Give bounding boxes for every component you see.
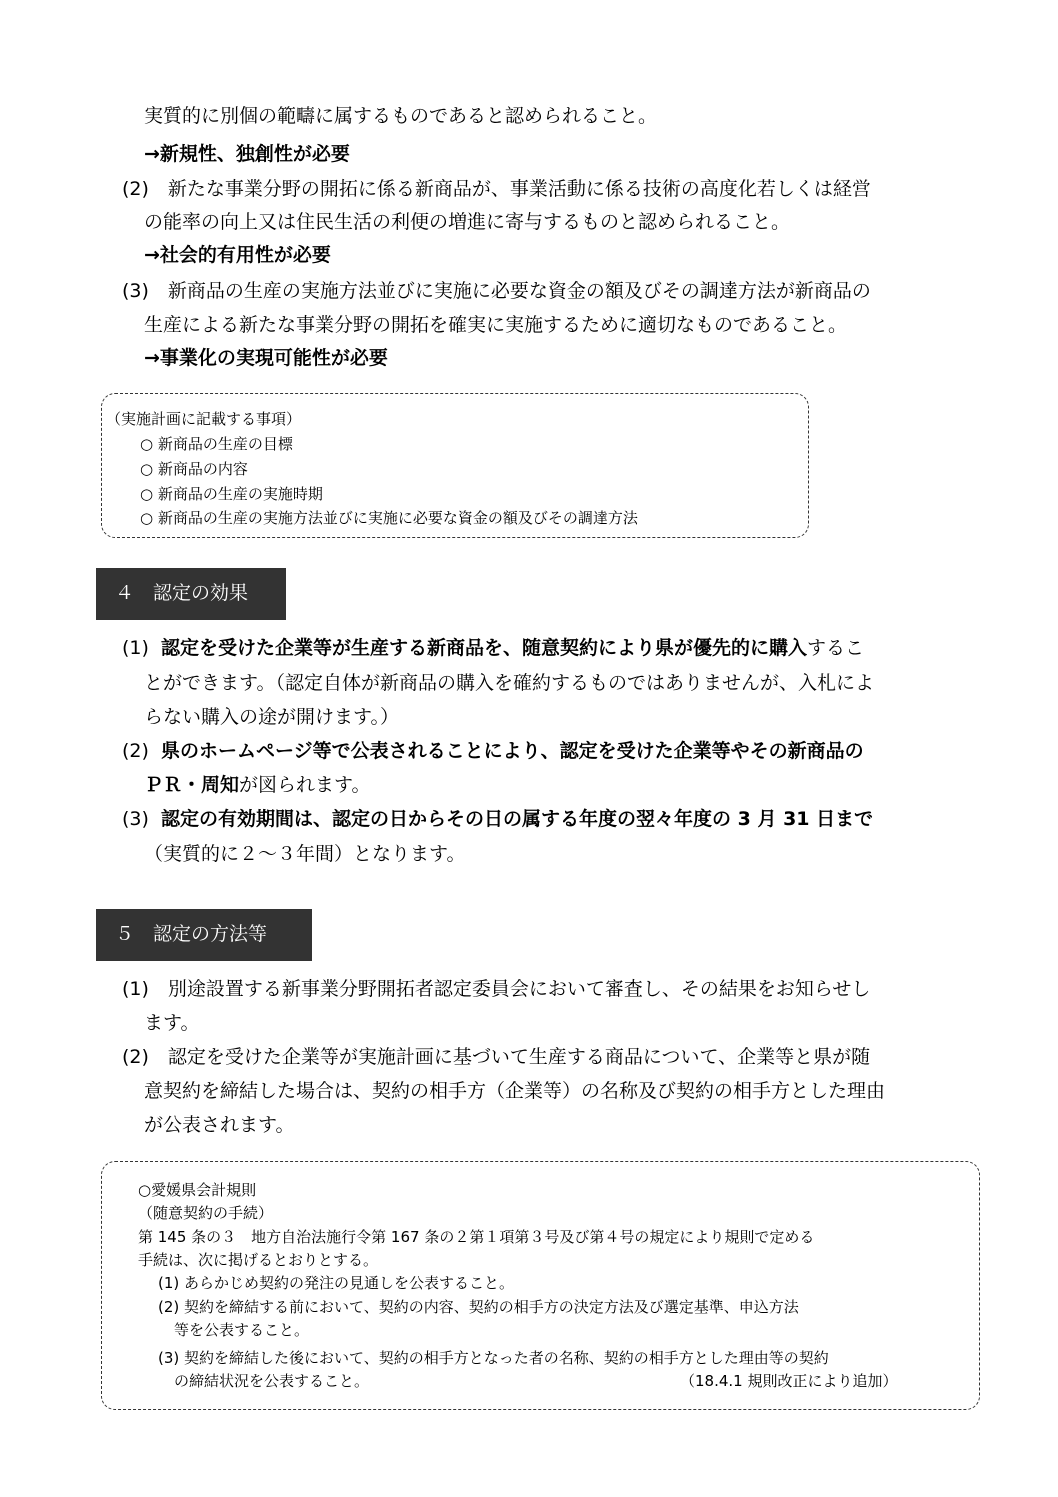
criteria-2-line-1: (2) 新たな事業分野の開拓に係る新商品が、事業活動に係る技術の高度化若しくは経営	[122, 178, 871, 200]
plan-item: ○ 新商品の内容	[140, 460, 248, 478]
section-5-heading	[96, 909, 312, 961]
criteria-line-1: 実質的に別個の範疇に属するものであると認められること。	[144, 105, 658, 127]
method-1-line-1: (1) 別途設置する新事業分野開拓者認定委員会において審査し、その結果をお知らせし	[122, 978, 871, 1000]
rules-item-1: (1) あらかじめ契約の発注の見通しを公表すること。	[158, 1274, 515, 1292]
effect-2-pr-bold: ＰＲ・周知	[144, 774, 240, 796]
effect-3-line-1	[122, 807, 873, 831]
section-4-heading	[96, 568, 286, 620]
plan-item: ○ 新商品の生産の実施方法並びに実施に必要な資金の額及びその調達方法	[140, 509, 638, 527]
criteria-3-line-2: 生産による新たな事業分野の開拓を確実に実施するために適切なものであること。	[144, 314, 848, 336]
method-1-line-2: ます。	[144, 1012, 200, 1034]
effect-1-line-3: らない購入の途が開けます。）	[144, 706, 399, 728]
criteria-2-line-2: の能率の向上又は住民生活の利便の増進に寄与するものと認められること。	[144, 211, 791, 233]
rules-article-line-1: 第 145 条の３ 地方自治法施行令第 167 条の２第１項第３号及び第４号の規定により規則で定める	[138, 1228, 815, 1246]
effect-2-rest: が図られます。	[239, 774, 371, 796]
effect-1-line-2: とができます。（認定自体が新商品の購入を確約するものではありませんが、入札によ	[144, 672, 874, 694]
effect-3-line-2: （実質的に２～３年間）となります。	[144, 843, 466, 865]
effect-3-bold: 認定の有効期間は、認定の日からその日の属する年度の翌々年度の 3 月 31 日まで	[161, 808, 874, 830]
effect-1-bold: 認定を受けた企業等が生産する新商品を、随意契約により県が優先的に購入	[161, 637, 808, 659]
plan-items-title: （実施計画に記載する事項）	[106, 410, 302, 428]
rules-item-2-line-1: (2) 契約を締結する前において、契約の内容、契約の相手方の決定方法及び選定基準、申込方法	[158, 1298, 799, 1316]
plan-item: ○ 新商品の生産の実施時期	[140, 485, 323, 503]
effect-2-bold: 県のホームページ等で公表されることにより、認定を受けた企業等やその新商品の	[161, 740, 864, 762]
effect-2-line-1	[122, 739, 864, 763]
plan-item: ○ 新商品の生産の目標	[140, 435, 293, 453]
section-5-title: ５ 認定の方法等	[115, 923, 268, 945]
effect-3-number: (3)	[122, 808, 149, 830]
rules-item-3-line-1: (3) 契約を締結した後において、契約の相手方となった者の名称、契約の相手方とした理由等の契約	[158, 1349, 829, 1367]
effect-1-line-1	[122, 636, 864, 660]
criteria-3-line-1: (3) 新商品の生産の実施方法並びに実施に必要な資金の額及びその調達方法が新商品の	[122, 280, 871, 302]
feasibility-requirement: →事業化の実現可能性が必要	[144, 347, 388, 369]
method-2-line-2: 意契約を締結した場合は、契約の相手方（企業等）の名称及び契約の相手方とした理由	[144, 1080, 886, 1102]
rules-article-line-2: 手続は、次に掲げるとおりとする。	[138, 1251, 379, 1269]
section-4-title: ４ 認定の効果	[115, 582, 249, 604]
effect-2-line-2	[144, 773, 371, 797]
novelty-requirement: →新規性、独創性が必要	[144, 143, 350, 165]
method-2-line-3: が公表されます。	[144, 1114, 295, 1136]
usefulness-requirement: →社会的有用性が必要	[144, 244, 331, 266]
rules-item-2-line-2: 等を公表すること。	[174, 1321, 310, 1339]
rules-amendment-note: （18.4.1 規則改正により追加）	[680, 1372, 898, 1390]
method-2-line-1: (2) 認定を受けた企業等が実施計画に基づいて生産する商品について、企業等と県が随	[122, 1046, 871, 1068]
rules-title: ○愛媛県会計規則	[138, 1181, 257, 1199]
rules-subtitle: （随意契約の手続）	[138, 1204, 274, 1222]
rules-item-3-line-2: の締結状況を公表すること。	[174, 1372, 370, 1390]
effect-1-rest: するこ	[807, 637, 865, 659]
effect-1-number: (1)	[122, 637, 149, 659]
effect-2-number: (2)	[122, 740, 149, 762]
